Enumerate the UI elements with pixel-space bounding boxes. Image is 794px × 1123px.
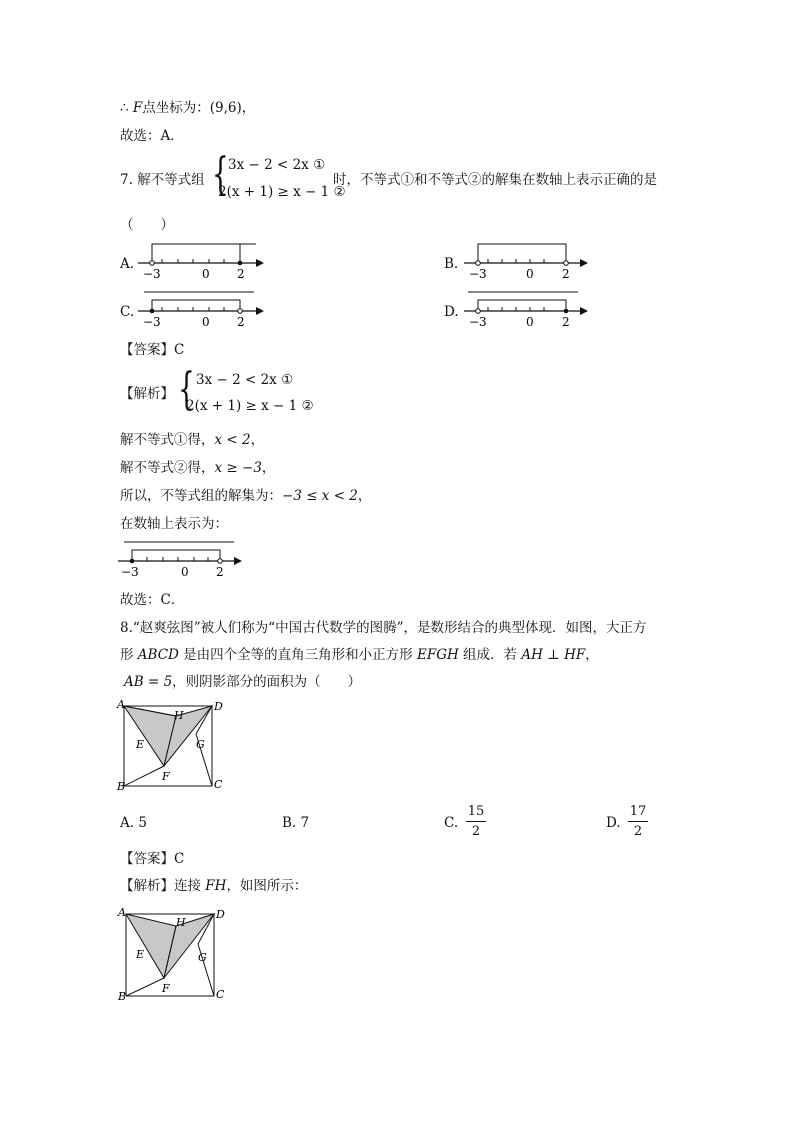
q8-answer: 【答案】C [120,851,185,867]
q7-sol-2: 解不等式②得，x ≥ −3， [120,460,276,476]
tick-label: 0 [202,315,210,328]
q8-option-c-label[interactable]: C. [444,815,459,831]
q7-option-b-label[interactable]: B. [444,256,459,272]
tick-label: 0 [526,315,534,328]
line-f-coordinate: ∴ F点坐标为：(9,6)， [120,100,256,116]
q7-inequality-2: 2(x + 1) ≥ x − 1 ② [218,184,346,200]
q7-option-b-numberline[interactable] [464,238,594,280]
svg-text:F: F [162,982,170,995]
q8-option-c-fraction[interactable]: 15 2 [467,804,485,839]
svg-text:C: C [216,988,225,1001]
tick-label: 0 [202,267,210,280]
tick-label: 0 [526,267,534,280]
tick-label: 2 [562,267,570,280]
q7-option-d-label[interactable]: D. [444,304,459,320]
tick-label: 2 [562,315,570,328]
svg-text:G: G [198,951,207,964]
q7-brace: { [212,149,229,200]
tick-label: −3 [143,315,161,328]
q8-stem-line-2: 形 ABCD 是由四个全等的直角三角形和小正方形 EFGH 组成．若 AH ⊥ HF， [120,647,599,663]
svg-text:G: G [196,738,205,751]
svg-text:C: C [214,778,223,791]
q7-choose-c: 故选：C． [120,592,185,608]
tick-label: −3 [143,267,161,280]
svg-text:A: A [117,698,125,711]
q7-option-d-numberline[interactable] [464,286,594,328]
tick-label: −3 [469,315,487,328]
q7-option-c-numberline[interactable] [138,286,268,328]
q8-zhao-shuang-figure [116,698,236,794]
tick-label: −3 [469,267,487,280]
q7-sol-3: 所以，不等式组的解集为：−3 ≤ x < 2， [120,488,372,504]
q7-option-a-label[interactable]: A. [120,256,135,272]
q7-paren: （ ） [120,217,174,233]
q8-option-d-label[interactable]: D. [606,815,621,831]
q7-sol-1: 解不等式①得，x < 2， [120,432,265,448]
svg-text:F: F [162,770,170,783]
q7-analysis-ineq-2: 2(x + 1) ≥ x − 1 ② [186,398,314,414]
q7-stem-end: 时，不等式①和不等式②的解集在数轴上表示正确的是 [333,172,657,188]
q8-stem-line-3: AB = 5，则阴影部分的面积为（ ） [124,674,362,690]
q7-option-c-label[interactable]: C. [120,304,135,320]
q7-solution-numberline [118,536,248,580]
svg-text:E: E [136,738,145,751]
q7-option-a-numberline[interactable] [138,238,268,280]
q7-inequality-1: 3x − 2 < 2x ① [228,157,326,173]
q8-option-d-fraction[interactable]: 17 2 [629,804,647,839]
svg-text:B: B [118,990,127,1003]
tick-label: 2 [216,565,224,579]
tick-label: −3 [121,565,139,579]
q8-option-a[interactable]: A. 5 [120,815,147,831]
q7-answer: 【答案】C [120,342,185,358]
tick-label: 2 [237,315,245,328]
svg-text:H: H [174,709,184,722]
q7-sol-4: 在数轴上表示为： [120,516,228,532]
q7-analysis-ineq-1: 3x − 2 < 2x ① [196,372,294,388]
svg-text:E: E [136,948,145,961]
tick-label: 0 [181,565,189,579]
tick-label: 2 [237,267,245,280]
q7-number-stem: 7. 解不等式组 [120,172,205,188]
svg-text:D: D [216,908,225,921]
q8-option-b[interactable]: B. 7 [282,815,310,831]
svg-text:A: A [118,906,126,919]
q8-analysis-figure [116,904,236,1004]
svg-text:H: H [176,916,186,929]
q8-analysis: 【解析】连接 FH，如图所示： [120,878,308,894]
svg-text:D: D [214,700,223,713]
q7-analysis-label: 【解析】 [120,386,174,402]
q7-analysis-brace: { [178,364,195,415]
svg-text:B: B [117,780,126,793]
line-choose-a: 故选：A． [120,128,184,144]
q8-stem-line-1: 8.“赵爽弦图”被人们称为“中国古代数学的图腾”，是数形结合的典型体现．如图，大正方 [120,620,647,636]
